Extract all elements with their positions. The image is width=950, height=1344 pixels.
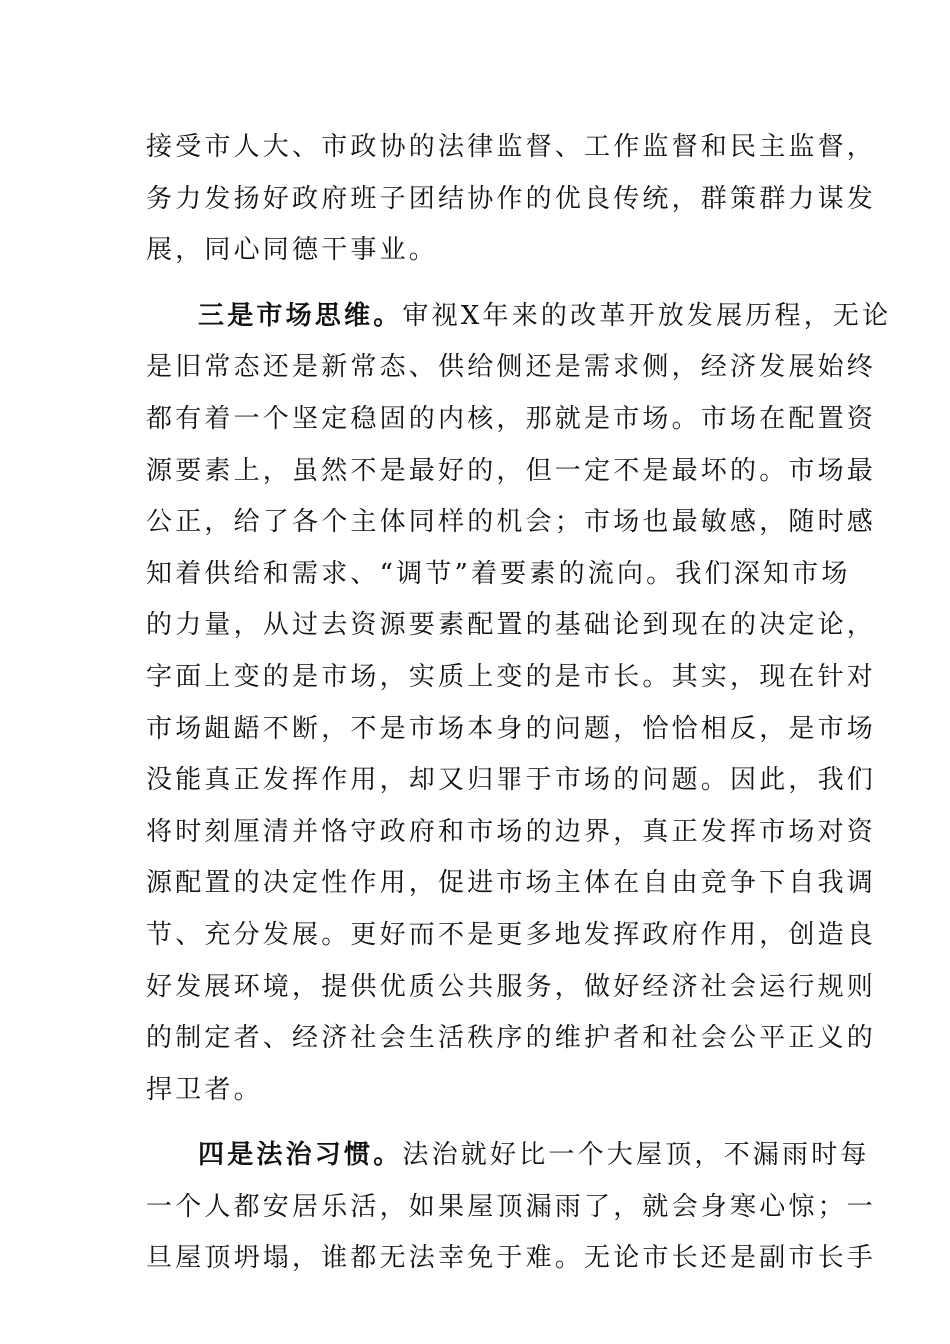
paragraph-line: 节、充分发展。更好而不是更多地发挥政府作用，创造良 (146, 919, 877, 950)
paragraph-line: 都有着一个坚定稳固的内核，那就是市场。市场在配置资 (146, 403, 877, 434)
section-heading-market: 三是市场思维。 (198, 300, 403, 331)
paragraph-line: 市场龃龉不断，不是市场本身的问题，恰恰相反，是市场 (146, 713, 877, 744)
paragraph-3 (146, 1130, 877, 1285)
paragraph-line: 务力发扬好政府班子团结协作的优良传统，群策群力谋发 (146, 183, 877, 214)
paragraph-line: 好发展环境，提供优质公共服务，做好经济社会运行规则 (146, 971, 877, 1002)
paragraph-line: 没能真正发挥作用，却又归罪于市场的问题。因此，我们 (146, 765, 877, 796)
paragraph-line: 知着供给和需求、“调节”着要素的流向。我们深知市场 (146, 558, 851, 589)
document-body (146, 122, 892, 1285)
paragraph-line: 公正，给了各个主体同样的机会；市场也最敏感，随时感 (146, 507, 877, 538)
paragraph-line: 字面上变的是市场，实质上变的是市长。其实，现在针对 (146, 661, 877, 692)
paragraph-line-text: 法治就好比一个大屋顶，不漏雨时每 (402, 1140, 870, 1171)
paragraph-line: 捍卫者。 (146, 1074, 263, 1105)
paragraph-2 (146, 291, 892, 1117)
paragraph-1 (146, 122, 877, 277)
paragraph-line: 旦屋顶坍塌，谁都无法幸免于难。无论市长还是副市长手 (146, 1243, 877, 1274)
paragraph-line: 源配置的决定性作用，促进市场主体在自由竞争下自我调 (146, 868, 877, 899)
paragraph-first-line (146, 291, 892, 343)
section-heading-rule-of-law: 四是法治习惯。 (198, 1140, 403, 1171)
paragraph-line: 的制定者、经济社会生活秩序的维护者和社会公平正义的 (146, 1023, 877, 1054)
paragraph-line: 将时刻厘清并恪守政府和市场的边界，真正发挥市场对资 (146, 816, 877, 847)
paragraph-line: 的力量，从过去资源要素配置的基础论到现在的决定论， (146, 610, 877, 641)
paragraph-line: 接受市人大、市政协的法律监督、工作监督和民主监督， (146, 132, 877, 162)
paragraph-line: 展，同心同德干事业。 (146, 235, 439, 266)
paragraph-line: 源要素上，虽然不是最好的，但一定不是最坏的。市场最 (146, 455, 877, 486)
paragraph-line: 一个人都安居乐活，如果屋顶漏雨了，就会身寒心惊；一 (146, 1191, 877, 1222)
paragraph-first-line (146, 1130, 870, 1182)
paragraph-line-text: 审视X年来的改革开放发展历程，无论 (402, 300, 892, 331)
paragraph-line: 是旧常态还是新常态、供给侧还是需求侧，经济发展始终 (146, 352, 877, 383)
